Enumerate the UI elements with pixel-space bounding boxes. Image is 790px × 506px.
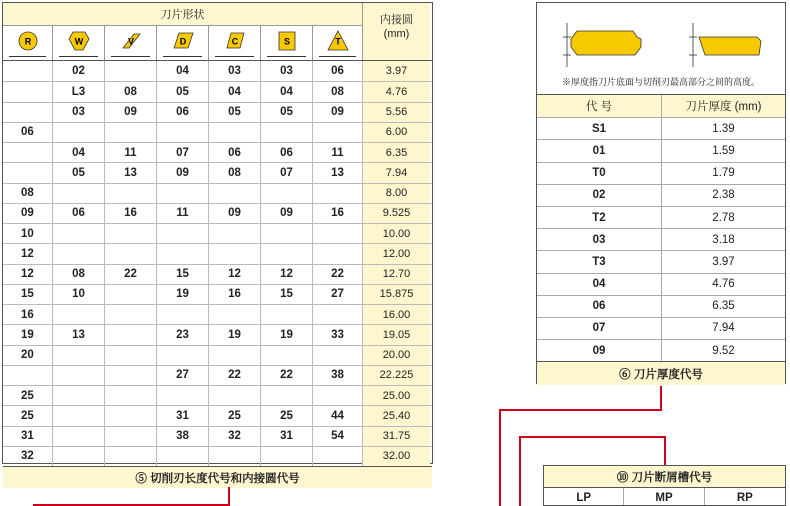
- thickness-note: ※厚度指刀片底面与切削刃最高部分之间的高度。: [561, 77, 760, 87]
- table-cell: 19: [3, 325, 53, 344]
- table-cell: 44: [313, 406, 363, 425]
- table-cell: 09: [3, 204, 53, 223]
- table-cell: 16: [209, 285, 261, 304]
- shape-letter-d: D: [179, 36, 186, 47]
- chipbreaker-col-rp: RP: [736, 492, 753, 504]
- table-cell: 32: [3, 447, 53, 466]
- table-cell: 25.00: [363, 386, 430, 405]
- code-header: 代 号: [537, 95, 662, 117]
- shape-letter-r: R: [24, 36, 31, 47]
- thickness-value: 7.94: [712, 322, 735, 335]
- table-cell: 25: [3, 386, 53, 405]
- table-cell: 09: [313, 103, 363, 122]
- thickness-caption: ⑥ 刀片厚度代号: [537, 361, 785, 385]
- table-cell: 05: [53, 163, 105, 182]
- thickness-code: 04: [537, 274, 662, 295]
- table-cell: 08: [53, 265, 105, 284]
- shape-letter-s: S: [283, 36, 290, 47]
- table-cell: 09: [261, 204, 313, 223]
- table-cell: 32.00: [363, 447, 430, 466]
- table-cell: 12: [209, 265, 261, 284]
- table-cell: 08: [105, 82, 157, 101]
- table-cell: 11: [157, 204, 209, 223]
- table-cell: 19: [261, 325, 313, 344]
- shape-letter-w: W: [74, 36, 83, 47]
- table-cell: 22: [313, 265, 363, 284]
- table-cell: 16.00: [363, 305, 430, 324]
- table-cell: 32: [209, 427, 261, 446]
- table-cell: 07: [157, 143, 209, 162]
- thickness-value: 4.76: [712, 278, 735, 291]
- connector-chipbreaker: [520, 437, 665, 506]
- thickness-value: 1.79: [712, 167, 735, 180]
- table-cell: L3: [53, 82, 105, 101]
- table-cell: 09: [157, 163, 209, 182]
- table-cell: 04: [209, 82, 261, 101]
- table-cell: 03: [209, 61, 261, 81]
- table-cell: 08: [209, 163, 261, 182]
- table-cell: 11: [105, 143, 157, 162]
- table-cell: 27: [157, 366, 209, 385]
- table-cell: 04: [157, 61, 209, 81]
- table-cell: 16: [313, 204, 363, 223]
- table-cell: 12: [261, 265, 313, 284]
- table-cell: 12: [3, 265, 53, 284]
- thickness-value: 2.38: [712, 189, 735, 202]
- table-cell: 02: [53, 61, 105, 81]
- table-cell: 25: [261, 406, 313, 425]
- table-cell: 16: [3, 305, 53, 324]
- table-cell: 25: [3, 406, 53, 425]
- thickness-value: 9.52: [712, 344, 735, 357]
- table-cell: 04: [53, 143, 105, 162]
- table-cell: 9.525: [363, 204, 430, 223]
- table-cell: 25.40: [363, 406, 430, 425]
- table-cell: 5.56: [363, 103, 430, 122]
- thickness-code: S1: [537, 118, 662, 139]
- thickness-code: 03: [537, 229, 662, 250]
- table-cell: 20: [3, 346, 53, 365]
- thickness-value: 1.59: [712, 144, 735, 157]
- table-cell: 12.00: [363, 244, 430, 263]
- shape-header-title: 刀片形状: [3, 3, 362, 26]
- table-cell: 10.00: [363, 224, 430, 243]
- table-cell: 31: [261, 427, 313, 446]
- thickness-header: 刀片厚度 (mm): [685, 101, 762, 114]
- thickness-code: T3: [537, 251, 662, 272]
- table-cell: 03: [261, 61, 313, 81]
- chipbreaker-col-lp: LP: [544, 488, 624, 506]
- table-cell: 08: [313, 82, 363, 101]
- table-cell: 6.00: [363, 123, 430, 142]
- shape-letter-v: V: [127, 36, 134, 47]
- table-cell: 31.75: [363, 427, 430, 446]
- table-cell: 07: [261, 163, 313, 182]
- table-cell: 33: [313, 325, 363, 344]
- table-cell: 6.35: [363, 143, 430, 162]
- chipbreaker-col-mp: MP: [624, 488, 704, 506]
- table-cell: 4.76: [363, 82, 430, 101]
- left-table-caption: ⑤ 切削刃长度代号和内接圆代号: [3, 466, 432, 488]
- table-cell: 05: [261, 103, 313, 122]
- table-cell: 12.70: [363, 265, 430, 284]
- table-cell: 31: [157, 406, 209, 425]
- thickness-code: T2: [537, 207, 662, 228]
- table-cell: 31: [3, 427, 53, 446]
- shape-letter-c: C: [231, 36, 238, 47]
- thickness-code: 06: [537, 296, 662, 317]
- thickness-value: 1.39: [712, 122, 735, 135]
- table-cell: 13: [105, 163, 157, 182]
- table-cell: 20.00: [363, 346, 430, 365]
- table-cell: 22.225: [363, 366, 430, 385]
- thickness-value: 6.35: [712, 300, 735, 313]
- table-cell: 38: [157, 427, 209, 446]
- thickness-value: 2.78: [712, 211, 735, 224]
- connector-left: [33, 487, 229, 505]
- table-cell: 04: [261, 82, 313, 101]
- table-cell: 10: [53, 285, 105, 304]
- inscribed-circle-header: 内接圆 (mm): [363, 3, 430, 60]
- table-cell: 22: [209, 366, 261, 385]
- table-cell: 06: [157, 103, 209, 122]
- table-cell: 03: [53, 103, 105, 122]
- table-cell: 22: [261, 366, 313, 385]
- table-cell: 06: [3, 123, 53, 142]
- table-cell: 15: [157, 265, 209, 284]
- table-cell: 13: [53, 325, 105, 344]
- table-cell: 54: [313, 427, 363, 446]
- table-cell: 05: [157, 82, 209, 101]
- table-cell: 12: [3, 244, 53, 263]
- table-cell: 3.97: [363, 61, 430, 81]
- table-cell: 8.00: [363, 184, 430, 203]
- table-cell: 27: [313, 285, 363, 304]
- table-cell: 11: [313, 143, 363, 162]
- table-cell: 23: [157, 325, 209, 344]
- table-cell: 10: [3, 224, 53, 243]
- shape-letter-t: T: [334, 36, 341, 47]
- table-cell: 22: [105, 265, 157, 284]
- table-cell: 19: [157, 285, 209, 304]
- thickness-code: 09: [537, 340, 662, 361]
- table-cell: 7.94: [363, 163, 430, 182]
- thickness-value: 3.18: [712, 233, 735, 246]
- table-cell: 05: [209, 103, 261, 122]
- table-cell: 16: [105, 204, 157, 223]
- table-cell: 15: [261, 285, 313, 304]
- connector-thickness: [500, 386, 661, 506]
- table-cell: 13: [313, 163, 363, 182]
- thickness-code: 02: [537, 185, 662, 206]
- thickness-code: T0: [537, 163, 662, 184]
- table-cell: 09: [105, 103, 157, 122]
- table-cell: 06: [261, 143, 313, 162]
- chipbreaker-title: ⑩ 刀片断屑槽代号: [544, 466, 785, 488]
- table-cell: 09: [209, 204, 261, 223]
- table-cell: 25: [209, 406, 261, 425]
- thickness-code: 07: [537, 318, 662, 339]
- thickness-code: 01: [537, 140, 662, 161]
- table-cell: 06: [53, 204, 105, 223]
- table-cell: 15: [3, 285, 53, 304]
- table-cell: 19: [209, 325, 261, 344]
- table-cell: 06: [313, 61, 363, 81]
- table-cell: 19.05: [363, 325, 430, 344]
- table-cell: 08: [3, 184, 53, 203]
- thickness-value: 3.97: [712, 255, 735, 268]
- table-cell: 38: [313, 366, 363, 385]
- table-cell: 06: [209, 143, 261, 162]
- table-cell: 15.875: [363, 285, 430, 304]
